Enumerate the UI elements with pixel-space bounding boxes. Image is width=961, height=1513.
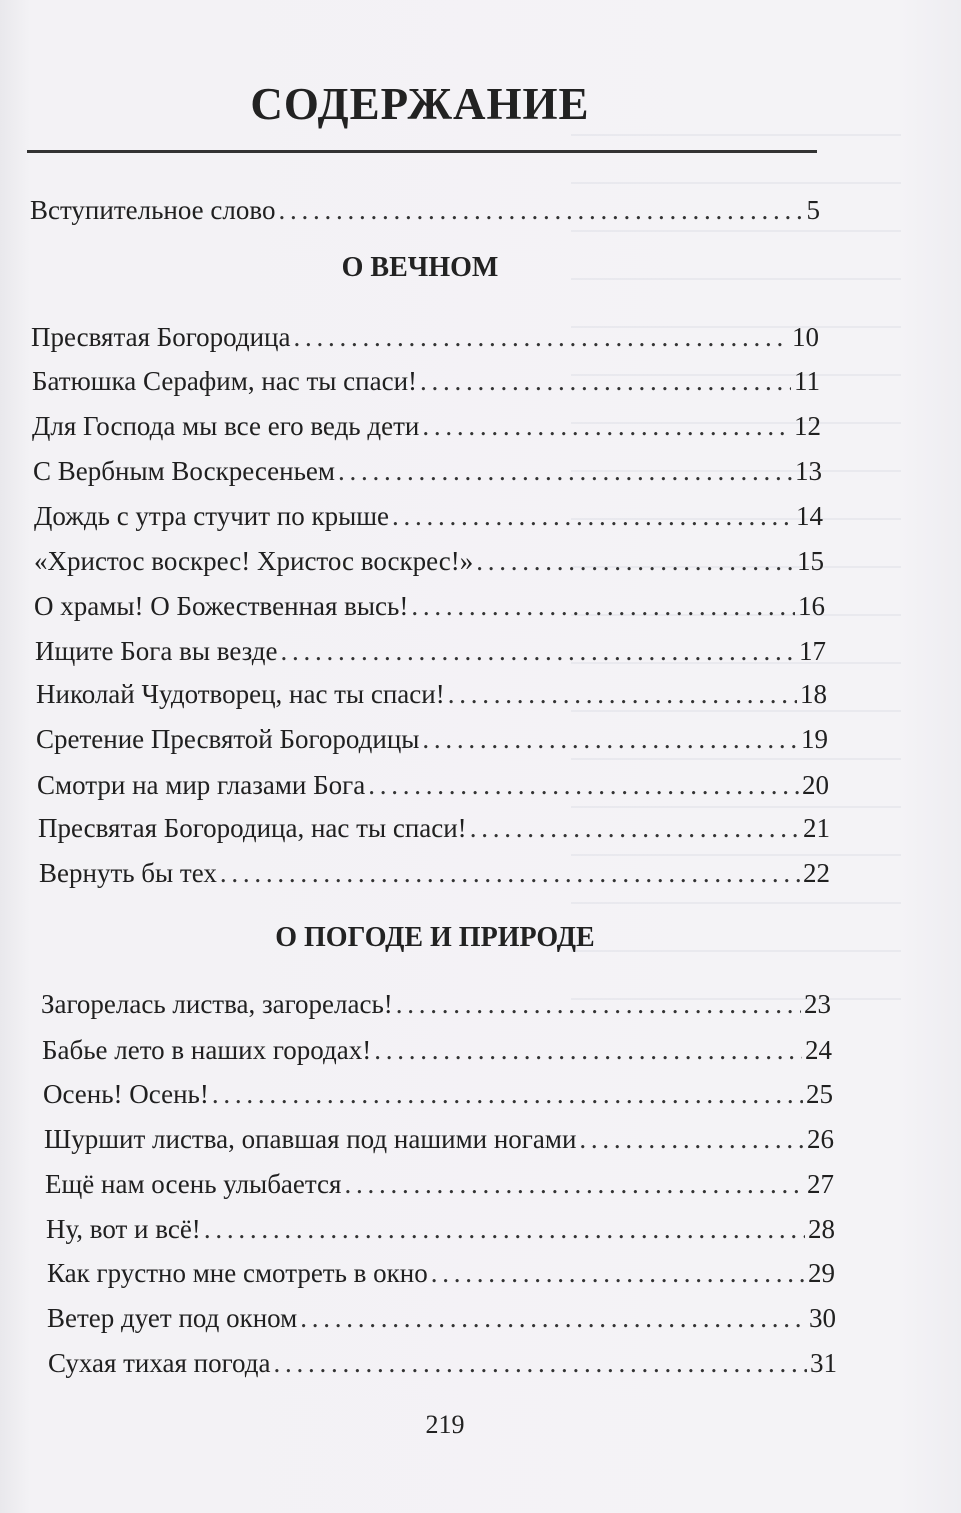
entry-page: 15 [797,546,824,576]
toc-entry [35,634,826,668]
toc-entry [45,1167,834,1201]
leader-dots [344,1167,804,1201]
toc-entry [42,1033,832,1067]
leader-dots [422,722,798,756]
toc-entry [44,1122,834,1156]
entry-title: Вступительное слово [30,195,276,225]
toc-entry [43,1077,833,1111]
entry-title: Ну, вот и всё! [46,1214,201,1244]
leader-dots [422,409,791,443]
toc-entry [46,1212,835,1246]
entry-title: Николай Чудотворец, нас ты спаси! [36,679,445,709]
entry-page: 11 [794,366,820,396]
toc-entry [47,1301,836,1335]
entry-page: 13 [795,456,822,486]
entry-title: Вернуть бы тех [39,858,217,888]
leader-dots [470,811,800,845]
entry-page: 25 [806,1079,833,1109]
entry-page: 19 [801,724,828,754]
page-number: 219 [425,1410,465,1439]
entry-title: Загорелась листва, загорелась! [41,989,393,1019]
entry-page: 5 [806,195,820,225]
leader-dots [374,1033,802,1067]
toc-entry [34,589,825,623]
entry-title: Пресвятая Богородица [31,322,291,352]
toc-entry [32,409,821,443]
toc-entry-intro [30,193,820,227]
entry-page: 20 [802,770,829,800]
entry-title: Сухая тихая погода [48,1348,271,1378]
entry-title: Пресвятая Богородица, нас ты спаси! [38,813,467,843]
toc-entry [36,722,828,756]
entry-page: 23 [804,989,831,1019]
entry-page: 12 [794,411,821,441]
leader-dots [420,364,791,398]
toc-entry [48,1346,837,1380]
entry-page: 26 [807,1124,834,1154]
entry-title: Для Господа мы все его ведь дети [32,411,420,441]
entry-page: 10 [792,322,819,352]
entry-title: Осень! Осень! [43,1079,209,1109]
leader-dots [411,589,795,623]
leader-dots [579,1122,804,1156]
entry-title: Ищите Бога вы везде [35,636,278,666]
entry-title: Как грустно мне смотреть в окно [47,1258,428,1288]
toc-entry [41,987,831,1021]
entry-page: 16 [798,591,825,621]
entry-title: Сретение Пресвятой Богородицы [36,724,420,754]
section-heading-eternal: О ВЕЧНОМ [341,252,499,283]
toc-entry [31,320,819,354]
toc-entry [34,544,824,578]
leader-dots [278,193,803,227]
entry-page: 27 [807,1169,834,1199]
toc-entry [32,364,820,398]
entry-title: О храмы! О Божественная высь! [34,591,409,621]
entry-title: Ещё нам осень улыбается [45,1169,342,1199]
entry-page: 17 [799,636,826,666]
entry-page: 14 [796,501,823,531]
toc-entry [34,499,823,533]
leader-dots [212,1077,803,1111]
entry-title: С Вербным Воскресеньем [33,456,335,486]
entry-page: 24 [805,1035,832,1065]
leader-dots [448,677,797,711]
toc-entry [39,856,830,890]
entry-title: Ветер дует под окном [47,1303,298,1333]
entry-title: Шуршит листва, опавшая под нашими ногами [44,1124,577,1154]
toc-entry [33,454,822,488]
leader-dots [293,320,789,354]
leader-dots [204,1212,805,1246]
entry-page: 28 [808,1214,835,1244]
leader-dots [392,499,793,533]
entry-page: 22 [803,858,830,888]
leader-dots [368,768,799,802]
toc-heading: СОДЕРЖАНИЕ [250,79,590,129]
entry-title: Батюшка Серафим, нас ты спаси! [32,366,418,396]
entry-page: 29 [808,1258,835,1288]
toc-entry [47,1256,835,1290]
toc-entry [37,768,829,802]
entry-page: 30 [809,1303,836,1333]
toc-entry [36,677,827,711]
entry-page: 31 [810,1348,837,1378]
leader-dots [273,1346,807,1380]
leader-dots [476,544,794,578]
entry-page: 21 [803,813,830,843]
heading-rule [27,150,817,153]
leader-dots [431,1256,805,1290]
entry-title: «Христос воскрес! Христос воскрес!» [34,546,474,576]
leader-dots [396,987,801,1021]
leader-dots [281,634,796,668]
leader-dots [338,454,792,488]
entry-title: Смотри на мир глазами Бога [37,770,366,800]
leader-dots [300,1301,806,1335]
entry-page: 18 [800,679,827,709]
entry-title: Дождь с утра стучит по крыше [34,501,390,531]
leader-dots [220,856,800,890]
toc-entry [38,811,830,845]
section-heading-weather-nature: О ПОГОДЕ И ПРИРОДЕ [275,922,595,953]
entry-title: Бабье лето в наших городах! [42,1035,372,1065]
